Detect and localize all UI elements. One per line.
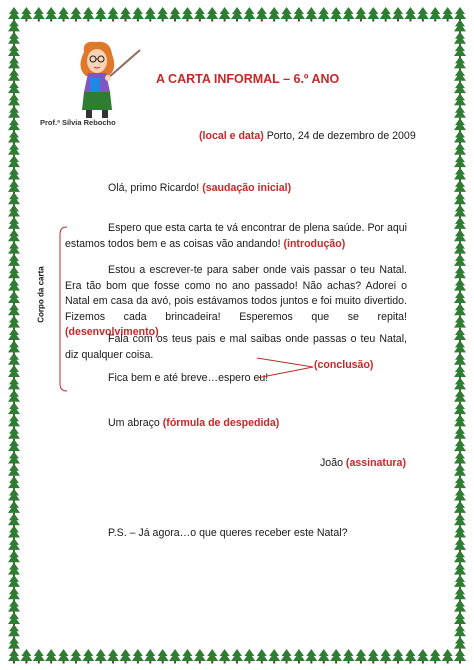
farewell-tag: (fórmula de despedida) [162,417,280,429]
intro-tag: (introdução) [283,237,346,250]
greeting-line [108,181,291,197]
author-label: Prof.ª Sílvia Rebocho [40,118,116,127]
teacher-clipart [62,40,146,120]
development-tag: (desenvolvimento) [65,326,159,339]
conclusion-tag: (conclusão) [314,359,374,371]
development-paragraph [65,263,407,341]
greeting-tag: (saudação inicial) [202,182,292,194]
farewell-text: Um abraço [108,417,163,429]
conclusion-paragraph-1: Fala com os teus pais e mal saibas onde passas o teu Natal, diz qualquer coisa. [65,333,407,361]
postscript: P.S. – Já agora…o que queres receber este Natal? [108,527,348,539]
signature-tag: (assinatura) [345,457,406,469]
place-date-line [199,129,416,145]
intro-paragraph [65,221,407,252]
conclusion-pointer [255,356,315,384]
farewell-line [108,416,279,432]
development-text: Estou a escrever-te para saber onde vais passar o teu Natal. Era tão bom que fosse como no ano passado! Não achas? Adorei o Natal em casa da avó, pois estávamos todos juntos e foi muito divertido. Fizemos cada brincadeira! Esperemos que se repita! [65,264,407,323]
greeting-text: Olá, primo Ricardo! [108,182,203,194]
conclusion-paragraph-2: Fica bem e até breve…espero eu! [108,372,269,384]
signature-line [320,456,406,472]
place-date-tag: (local e data) [199,130,264,142]
intro-text: Espero que esta carta te vá encontrar de plena saúde. Por aqui estamos todos bem e as coisas vão andando! [65,222,407,250]
body-label: Corpo da carta [36,266,46,323]
signature-text: João [320,457,346,469]
page-title: A CARTA INFORMAL – 6.º ANO [156,72,340,86]
place-date-text: Porto, 24 de dezembro de 2009 [263,130,416,142]
body-bracket [55,226,69,392]
